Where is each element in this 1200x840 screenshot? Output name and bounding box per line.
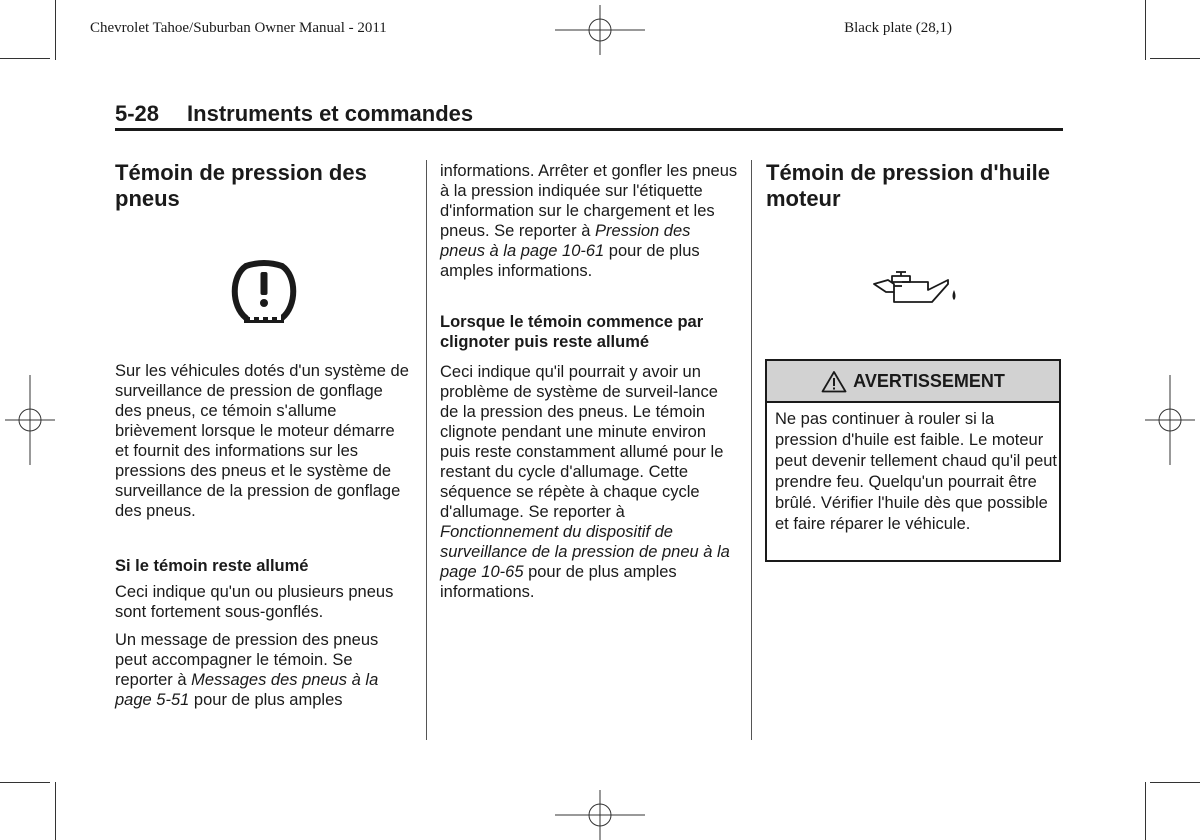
paragraph: Ceci indique qu'un ou plusieurs pneus sont fortement sous-gonflés. [115, 583, 394, 621]
chapter-title: Instruments et commandes [187, 101, 474, 126]
warning-title: AVERTISSEMENT [853, 370, 1005, 391]
title-rule [115, 128, 1063, 131]
header-manual-title: Chevrolet Tahoe/Suburban Owner Manual - 2011 [90, 20, 387, 36]
tire-pressure-warning-icon [226, 258, 302, 328]
oil-can-icon [870, 270, 960, 312]
page-title [115, 101, 473, 127]
subheading: Si le témoin reste allumé [115, 557, 309, 575]
column-divider [751, 160, 752, 740]
warning-header [767, 361, 1059, 403]
paragraph: informations. Arrêter et gonfler les pneus à la pression indiquée sur l'étiquette d'information sur le chargement et les pneus. Se reporter à Pression des pneus à la page 10-61 pour de plus amples informations. [440, 162, 738, 280]
cross-reference[interactable]: Pression des pneus à la page 10-61 [440, 222, 691, 260]
cross-reference[interactable]: Fonctionnement du dispositif de surveillance de la pression de pneu à la page 10-65 [440, 523, 730, 581]
header-plate-label: Black plate (28,1) [844, 20, 952, 36]
paragraph: Un message de pression des pneus peut accompagner le témoin. Se reporter à Messages des pneus à la page 5-51 pour de plus amples [115, 631, 379, 709]
registration-mark-right-icon [1145, 375, 1195, 465]
warning-box [765, 359, 1061, 562]
registration-mark-bottom-icon [555, 790, 645, 840]
subheading: Lorsque le témoin commence par clignoter puis reste allumé [440, 313, 704, 351]
registration-mark-left-icon [5, 375, 55, 465]
column-divider [426, 160, 427, 740]
registration-mark-top-icon [555, 5, 645, 55]
warning-text: Ne pas continuer à rouler si la pression d'huile est faible. Le moteur peut devenir tellement chaud qu'il peut prendre feu. Quelqu'un pourrait être brûlé. Vérifier l'huile dès que possible et faire réparer le véhicule. [775, 410, 1058, 533]
section-title-tire-pressure: Témoin de pression des pneus [115, 160, 367, 211]
section-title-oil-pressure: Témoin de pression d'huile moteur [766, 160, 1050, 211]
paragraph: Sur les véhicules dotés d'un système de surveillance de pression de gonflage des pneus, ce témoin s'allume brièvement lorsque le moteur démarre et fournit des informations sur les pressions des pneus et le système de surveillance de la pression de gonflage des pneus. [115, 362, 409, 520]
cross-reference[interactable]: Messages des pneus à la page 5-51 [115, 671, 379, 709]
page-number: 5-28 [115, 101, 160, 126]
paragraph: Ceci indique qu'il pourrait y avoir un problème de système de surveil-lance de la pression des pneus. Le témoin clignote pendant une minute environ puis reste constamment allumé pour le restant du cycle d'allumage. Cette séquence se répète à chaque cycle d'allumage. Se reporter à Fonctionnement du dispositif de surveillance de la pression de pneu à la page 10-65 pour de plus amples informations. [440, 363, 730, 601]
warning-triangle-icon [821, 370, 847, 393]
